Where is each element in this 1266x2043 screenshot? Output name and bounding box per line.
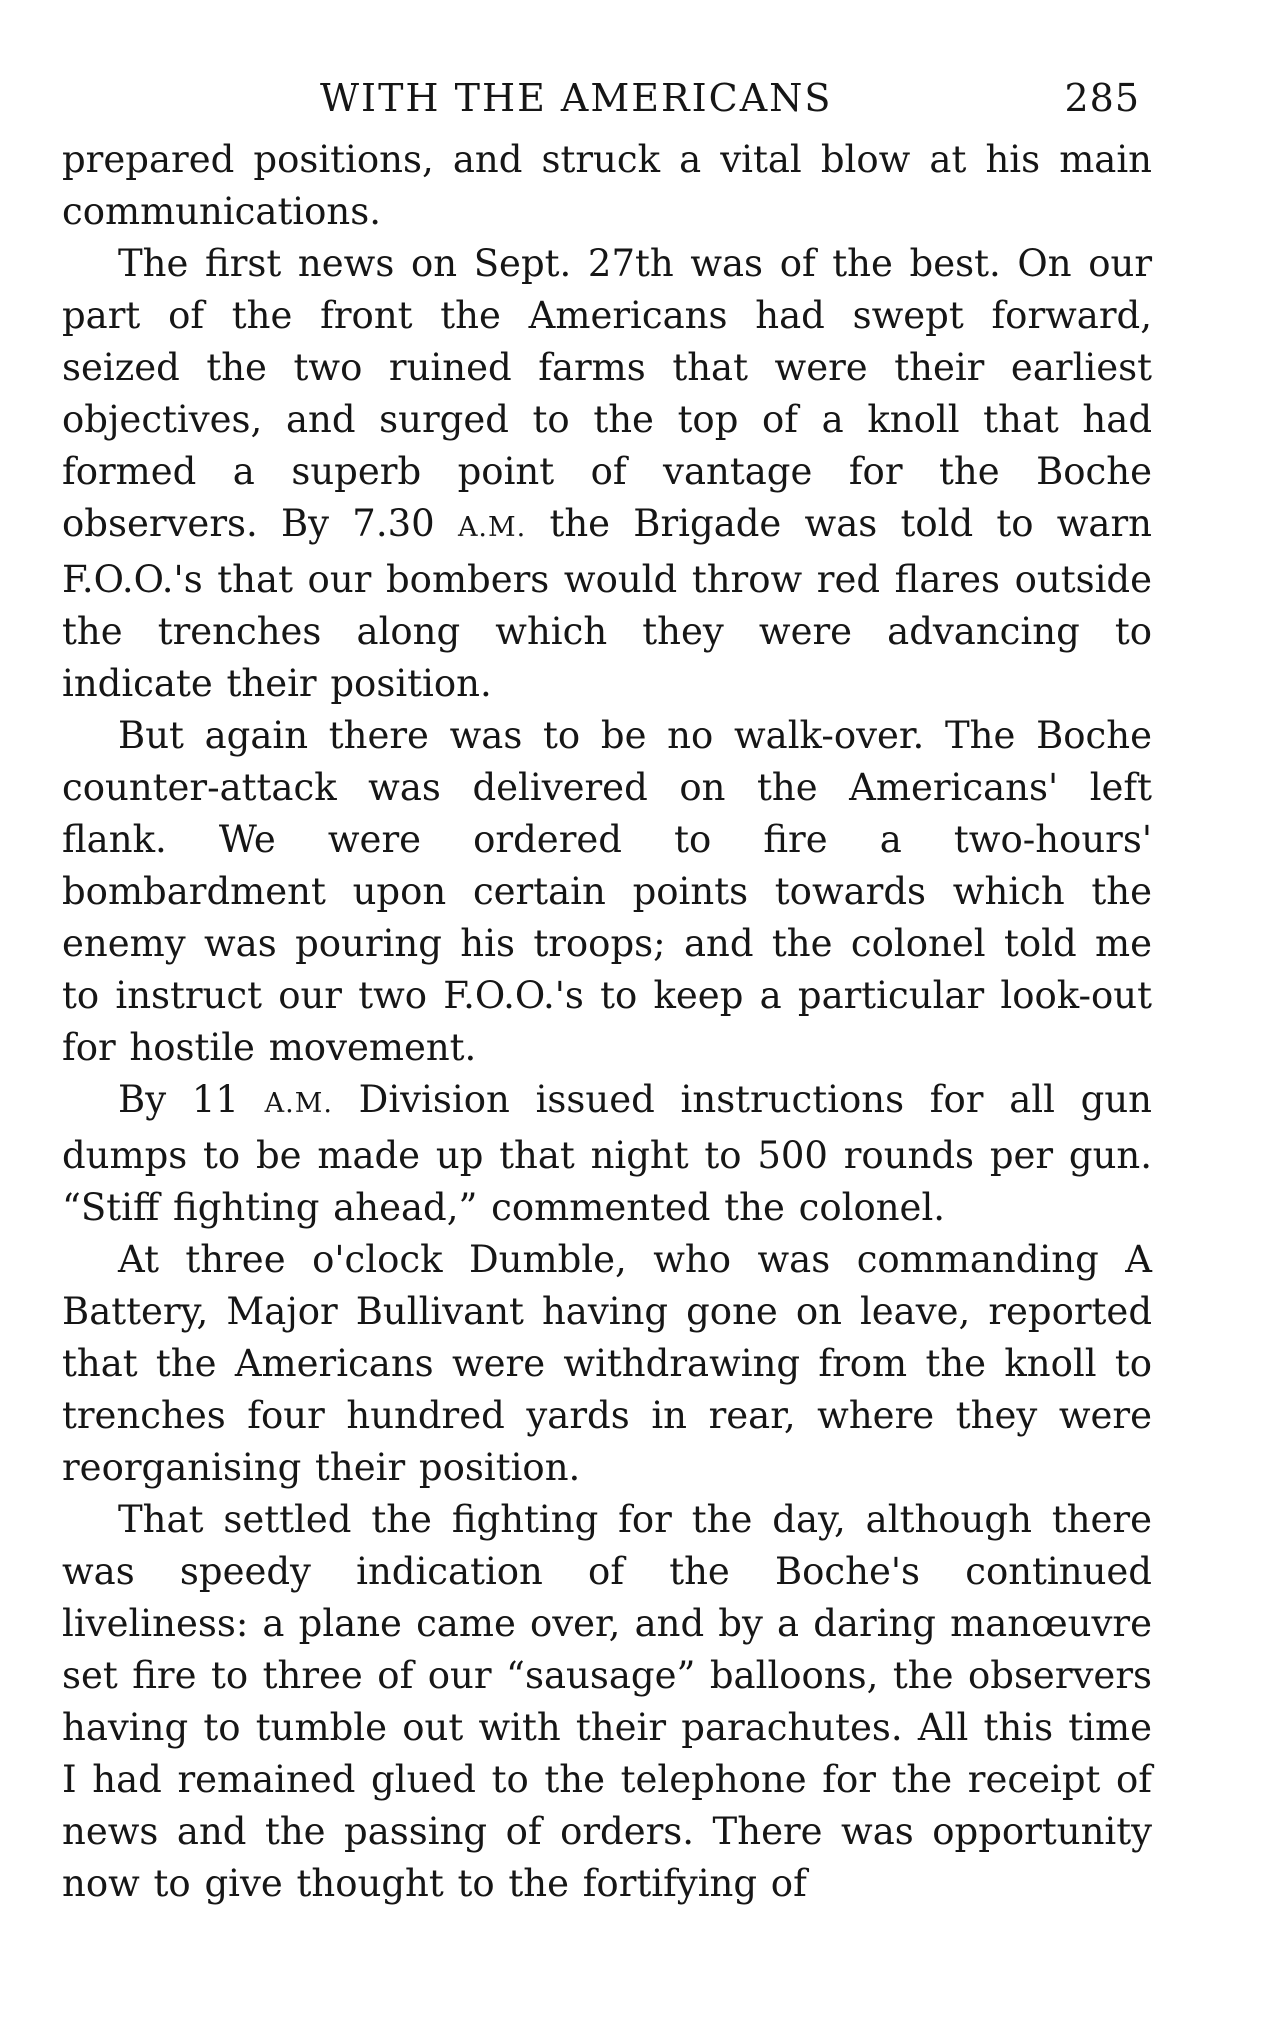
paragraph-text-after: the Brigade was told to warn F.O.O.'s that our bombers would throw red flares outside the trenches along which they were advancing to indicate their position.	[62, 502, 1153, 705]
book-page	[62, 70, 1152, 1910]
paragraph-text: prepared positions, and struck a vital blow at his main communications.	[62, 138, 1152, 233]
paragraph-text: But again there was to be no walk-over. The Boche counter-attack was delivered on the Americans' left flank. We were ordered to fire a two-hours' bombardment upon certain points towards which the enemy was pouring his troops; and the colonel told me to instruct our two F.O.O.'s to keep a particular look-out for hostile movement.	[62, 714, 1152, 1069]
running-title: WITH THE AMERICANS	[320, 76, 833, 120]
time-mark: A.M.	[457, 512, 527, 543]
running-head	[62, 70, 1152, 134]
page-number: 285	[1064, 76, 1140, 120]
body-text	[62, 134, 1152, 1910]
paragraph-5	[62, 1234, 1152, 1494]
paragraph-text: That settled the fighting for the day, although there was speedy indication of the Boche's continued liveliness: a plane came over, and by a daring manœuvre set fire to three of our “sausage” balloons, the observers having to tumble out with their parachutes. All this time I had remained glued to the telephone for the receipt of news and the passing of orders. There was opportunity now to give thought to the fortifying of	[62, 1498, 1152, 1905]
paragraph-4	[62, 1074, 1152, 1234]
paragraph-6	[62, 1494, 1152, 1910]
paragraph-text: By 11	[118, 1078, 239, 1121]
paragraph-2	[62, 238, 1152, 710]
paragraph-text: At three o'clock Dumble, who was commanding A Battery, Major Bullivant having gone on leave, reported that the Americans were withdrawing from the knoll to trenches four hundred yards in rear, where they were reorganising their position.	[62, 1238, 1152, 1489]
paragraph-3	[62, 710, 1152, 1074]
paragraph-text: The first news on Sept. 27th was of the best. On our part of the front the Americans had swept forward, seized the two ruined farms that were their earliest objectives, and surged to the top of a knoll that had formed a superb point of vantage for the Boche observers. By 7.30	[62, 242, 1152, 545]
time-mark: A.M.	[264, 1088, 333, 1119]
paragraph-text-after: Division issued instructions for all gun dumps to be made up that night to 500 rounds per gun. “Stiff fighting ahead,” commented the colonel.	[62, 1078, 1152, 1229]
paragraph-1	[62, 134, 1152, 238]
